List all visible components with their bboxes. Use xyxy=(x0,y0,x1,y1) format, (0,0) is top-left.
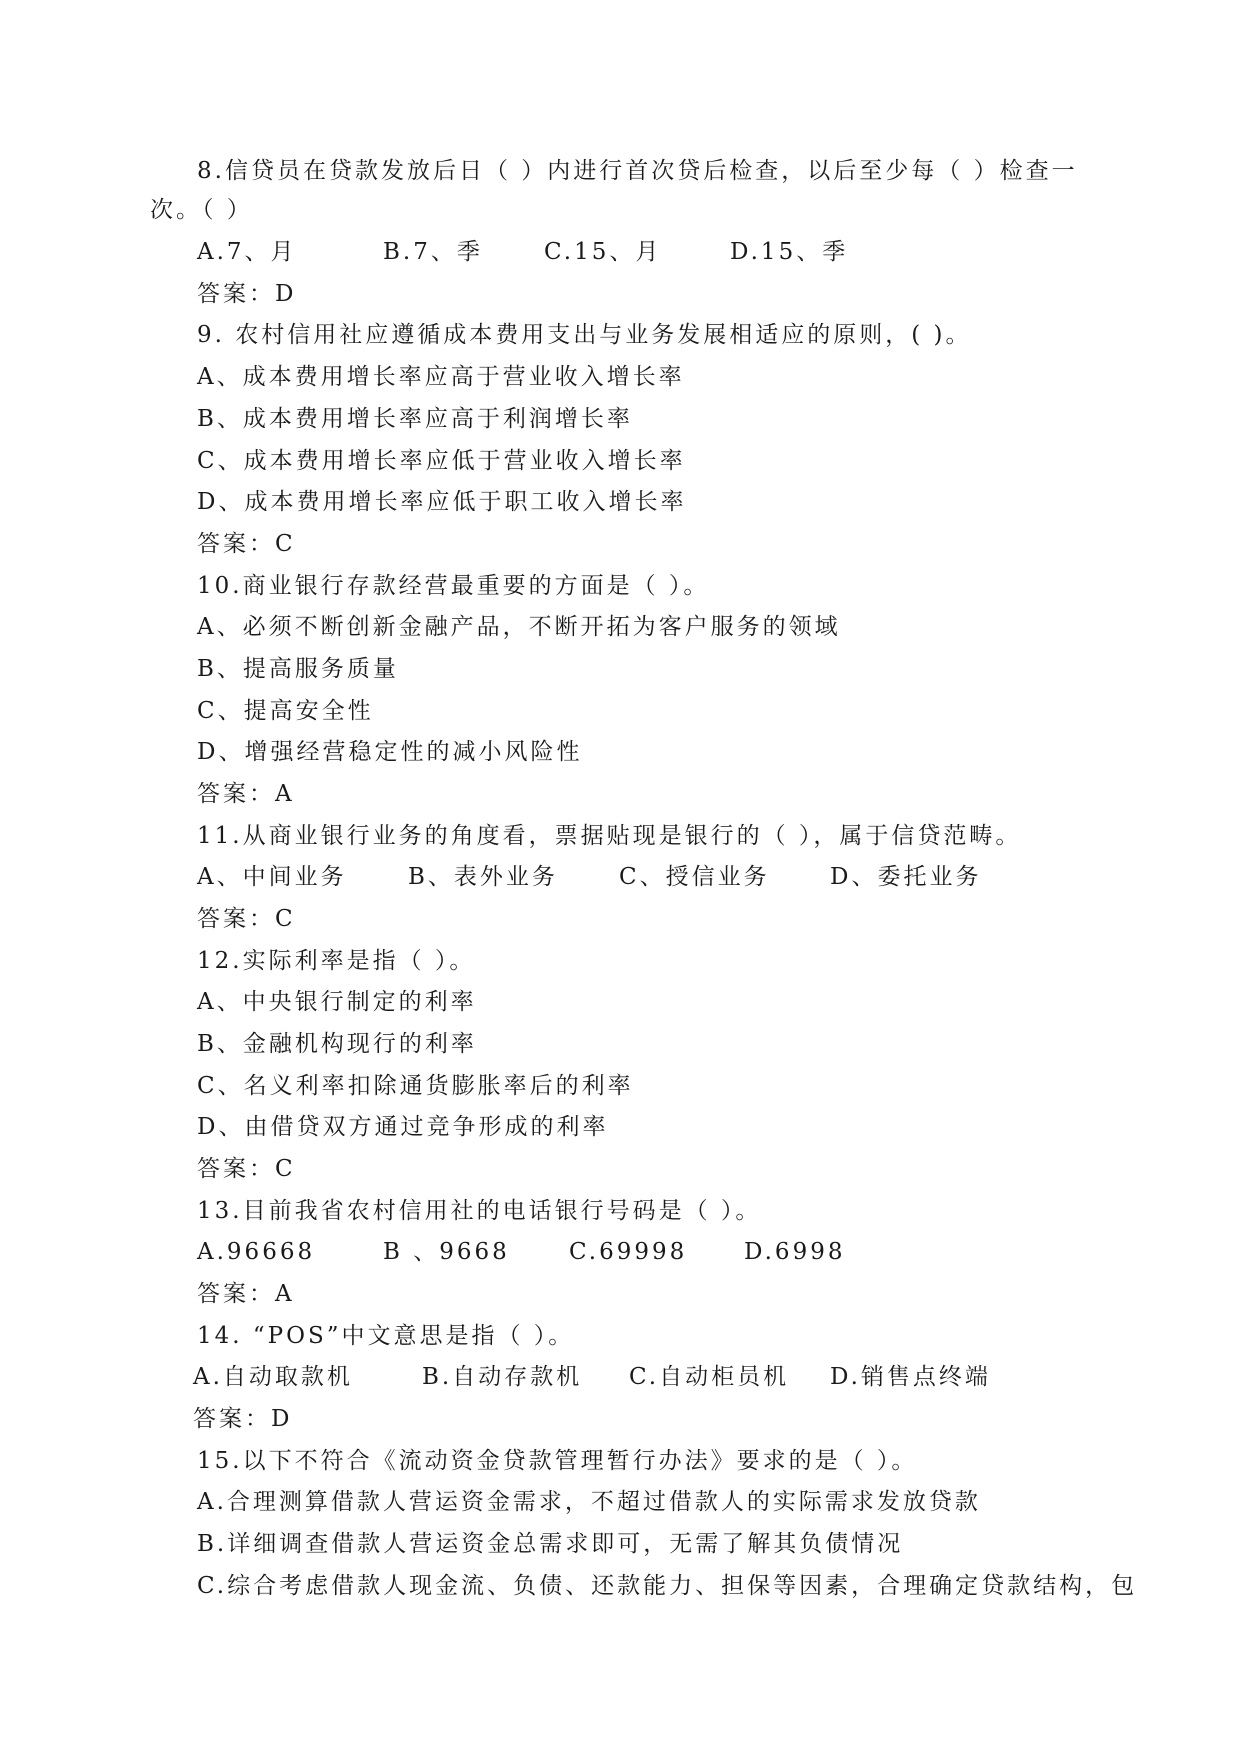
question-9-option-c: C、成本费用增长率应低于营业收入增长率 xyxy=(197,448,686,474)
option-d: D、委托业务 xyxy=(830,864,982,890)
question-14-options xyxy=(193,1356,1093,1398)
question-12-option-c: C、名义利率扣除通货膨胀率后的利率 xyxy=(197,1073,634,1099)
option-b: B、表外业务 xyxy=(408,864,558,890)
option-a: A.自动取款机 xyxy=(193,1364,353,1390)
option-c: C.15、月 xyxy=(544,239,662,265)
question-13-stem: 13.目前我省农村信用社的电话银行号码是（ ）。 xyxy=(197,1198,762,1224)
option-a: A.7、月 xyxy=(197,239,297,265)
question-13-answer: 答案：A xyxy=(197,1281,295,1307)
question-8-options xyxy=(197,231,1097,273)
question-9-option-b: B、成本费用增长率应高于利润增长率 xyxy=(197,406,633,432)
option-b: B.7、季 xyxy=(383,239,483,265)
question-10-stem: 10.商业银行存款经营最重要的方面是（ ）。 xyxy=(197,573,710,599)
question-9-option-d: D、成本费用增长率应低于职工收入增长率 xyxy=(197,489,687,515)
question-14-stem: 14. “POS”中文意思是指（ ）。 xyxy=(197,1323,575,1349)
option-d: D.15、季 xyxy=(730,239,849,265)
question-9-stem: 9. 农村信用社应遵循成本费用支出与业务发展相适应的原则，( )。 xyxy=(197,322,972,348)
option-c: C、授信业务 xyxy=(619,864,770,890)
question-15-option-c: C.综合考虑借款人现金流、负债、还款能力、担保等因素，合理确定贷款结构，包 xyxy=(197,1573,1138,1599)
question-10-option-b: B、提高服务质量 xyxy=(197,656,399,682)
question-8-stem: 8.信贷员在贷款发放后日（ ）内进行首次贷后检查，以后至少每（ ）检查一 xyxy=(197,158,1078,184)
option-a: A.96668 xyxy=(197,1239,316,1265)
option-c: C.69998 xyxy=(569,1239,688,1265)
question-11-stem: 11.从商业银行业务的角度看，票据贴现是银行的（ ），属于信贷范畴。 xyxy=(197,823,1022,849)
question-15-option-b: B.详细调查借款人营运资金总需求即可，无需了解其负债情况 xyxy=(197,1531,904,1557)
option-d: D.销售点终端 xyxy=(830,1364,991,1390)
question-10-option-d: D、增强经营稳定性的减小风险性 xyxy=(197,739,583,765)
question-12-option-d: D、由借贷双方通过竞争形成的利率 xyxy=(197,1114,609,1140)
option-c: C.自动柜员机 xyxy=(629,1364,790,1390)
question-11-answer: 答案：C xyxy=(197,906,296,932)
option-b: B 、9668 xyxy=(383,1239,510,1265)
question-8-answer: 答案：D xyxy=(197,281,297,307)
question-9-option-a: A、成本费用增长率应高于营业收入增长率 xyxy=(197,364,685,390)
question-14-answer: 答案：D xyxy=(193,1406,293,1432)
question-12-answer: 答案：C xyxy=(197,1156,296,1182)
question-8-stem-continued: 次。（ ） xyxy=(150,197,253,223)
option-a: A、中间业务 xyxy=(197,864,347,890)
question-10-option-c: C、提高安全性 xyxy=(197,698,374,724)
question-12-stem: 12.实际利率是指（ ）。 xyxy=(197,948,476,974)
option-d: D.6998 xyxy=(744,1239,846,1265)
question-10-option-a: A、必须不断创新金融产品，不断开拓为客户服务的领域 xyxy=(197,614,841,640)
option-b: B.自动存款机 xyxy=(422,1364,583,1390)
question-9-answer: 答案：C xyxy=(197,531,296,557)
question-13-options xyxy=(197,1231,1097,1273)
question-11-options xyxy=(197,856,1097,898)
question-12-option-a: A、中央银行制定的利率 xyxy=(197,989,477,1015)
question-10-answer: 答案：A xyxy=(197,781,295,807)
question-15-stem: 15.以下不符合《流动资金贷款管理暂行办法》要求的是（ ）。 xyxy=(197,1448,918,1474)
question-12-option-b: B、金融机构现行的利率 xyxy=(197,1031,477,1057)
question-15-option-a: A.合理测算借款人营运资金需求，不超过借款人的实际需求发放贷款 xyxy=(197,1489,981,1515)
